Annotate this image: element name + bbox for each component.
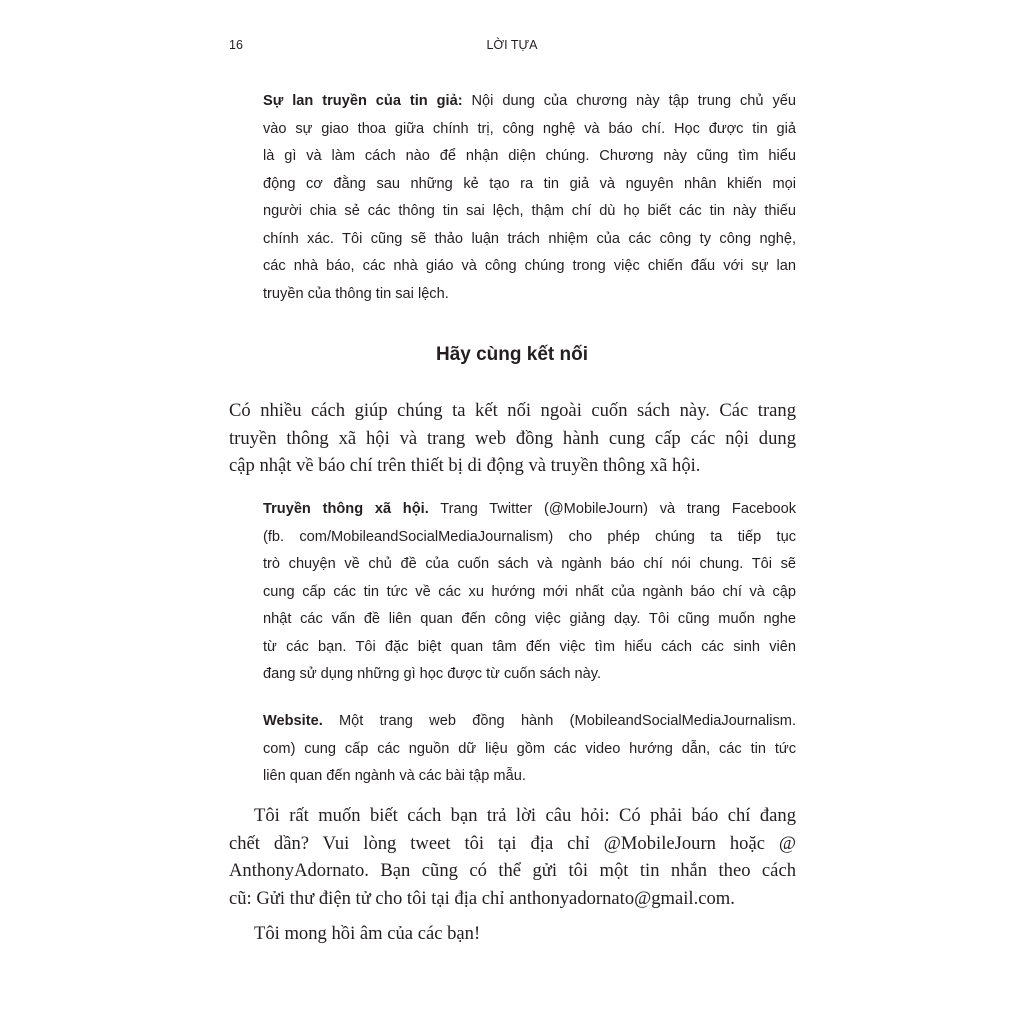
text-line [263,253,796,281]
line-text: Có nhiều cách giúp chúng ta kết nối ngoài cuốn sách này. Các trang [229,400,796,421]
text-line [263,116,796,144]
text-line [263,143,796,171]
text-line [229,857,796,885]
text-line [229,920,796,948]
text-line [229,397,796,425]
line-text: chính xác. Tôi cũng sẽ thảo luận trách nhiệm của các công ty công nghệ, [263,230,796,247]
text-line [263,496,796,524]
line-text: cập nhật về báo chí trên thiết bị di động và truyền thông xã hội. [229,455,701,476]
text-line [229,452,796,480]
paragraph-lead: Truyền thông xã hội. [263,501,429,517]
text-line [263,226,796,254]
line-text: Trang Twitter (@MobileJourn) và trang Facebook [428,501,796,517]
paragraph [263,708,796,791]
text-line [263,661,796,689]
line-text: là gì và làm cách nào để nhận diện chúng. Chương này cũng tìm hiểu [263,148,796,164]
paragraph [229,397,796,480]
line-text: truyền của thông tin sai lệch. [263,285,449,302]
line-text: (fb. com/MobileandSocialMediaJournalism) cho phép chúng ta tiếp tục [263,528,796,545]
line-text: AnthonyAdornato. Bạn cũng có thể gửi tôi một tin nhắn theo cách [229,860,796,881]
line-text: chết dần? Vui lòng tweet tôi tại địa chỉ @MobileJourn hoặc @ [229,832,796,854]
section-heading: Hãy cùng kết nối [435,344,589,365]
line-text: trò chuyện về chủ đề của cuốn sách và ngành báo chí nói chung. Tôi sẽ [263,556,796,572]
text-line [263,606,796,634]
text-line [229,830,796,858]
line-text: đang sử dụng những gì học được từ cuốn sách này. [263,666,602,682]
paragraph [229,802,796,912]
running-title: LỜI TỰA [486,38,538,52]
text-line [263,88,796,116]
line-text: Một trang web đồng hành (MobileandSocialMediaJournalism. [322,713,796,729]
text-line [263,736,796,764]
text-line [229,885,796,913]
line-text: cũ: Gửi thư điện tử cho tôi tại địa chỉ anthonyadornato@gmail.com. [229,887,735,909]
text-line [263,551,796,579]
paragraph [263,496,796,689]
line-text: Tôi rất muốn biết cách bạn trả lời câu hỏi: Có phải báo chí đang [254,805,796,826]
text-line [263,198,796,226]
text-line [229,425,796,453]
line-text: Tôi mong hồi âm của các bạn! [254,923,481,944]
line-text: truyền thông xã hội và trang web đồng hành cung cấp các nội dung [229,427,796,449]
text-line [263,634,796,662]
page-number: 16 [229,38,243,52]
line-text: liên quan đến ngành và các bài tập mẫu. [263,768,526,784]
line-text: động cơ đằng sau những kẻ tạo ra tin giả và nguyên nhân khiến mọi [263,175,796,192]
text-line [263,171,796,199]
text-line [229,802,796,830]
line-text: người chia sẻ các thông tin sai lệch, thậm chí dù họ biết các tin này thiếu [263,203,796,219]
line-text: Nội dung của chương này tập trung chủ yếu [462,93,796,109]
paragraph [263,88,796,308]
text-line [263,579,796,607]
text-line [263,763,796,791]
paragraph-lead: Website. [263,713,323,729]
text-line [263,281,796,309]
line-text: các nhà báo, các nhà giáo và công chúng trong việc chiến đấu với sự lan [263,258,796,274]
line-text: cung cấp các tin tức về các xu hướng mới nhất của ngành báo chí và cập [263,583,796,600]
paragraph-lead: Sự lan truyền của tin giả: [263,93,463,109]
line-text: từ các bạn. Tôi đặc biệt quan tâm đến việc tìm hiểu cách các sinh viên [263,638,796,655]
line-text: vào sự giao thoa giữa chính trị, công nghệ và báo chí. Học được tin giả [263,120,796,137]
text-line [263,708,796,736]
line-text: nhật các vấn đề liên quan đến công việc giảng dạy. Tôi cũng muốn nghe [263,611,796,627]
text-line [263,524,796,552]
line-text: com) cung cấp các nguồn dữ liệu gồm các video hướng dẫn, các tin tức [263,740,796,757]
paragraph [229,920,796,948]
